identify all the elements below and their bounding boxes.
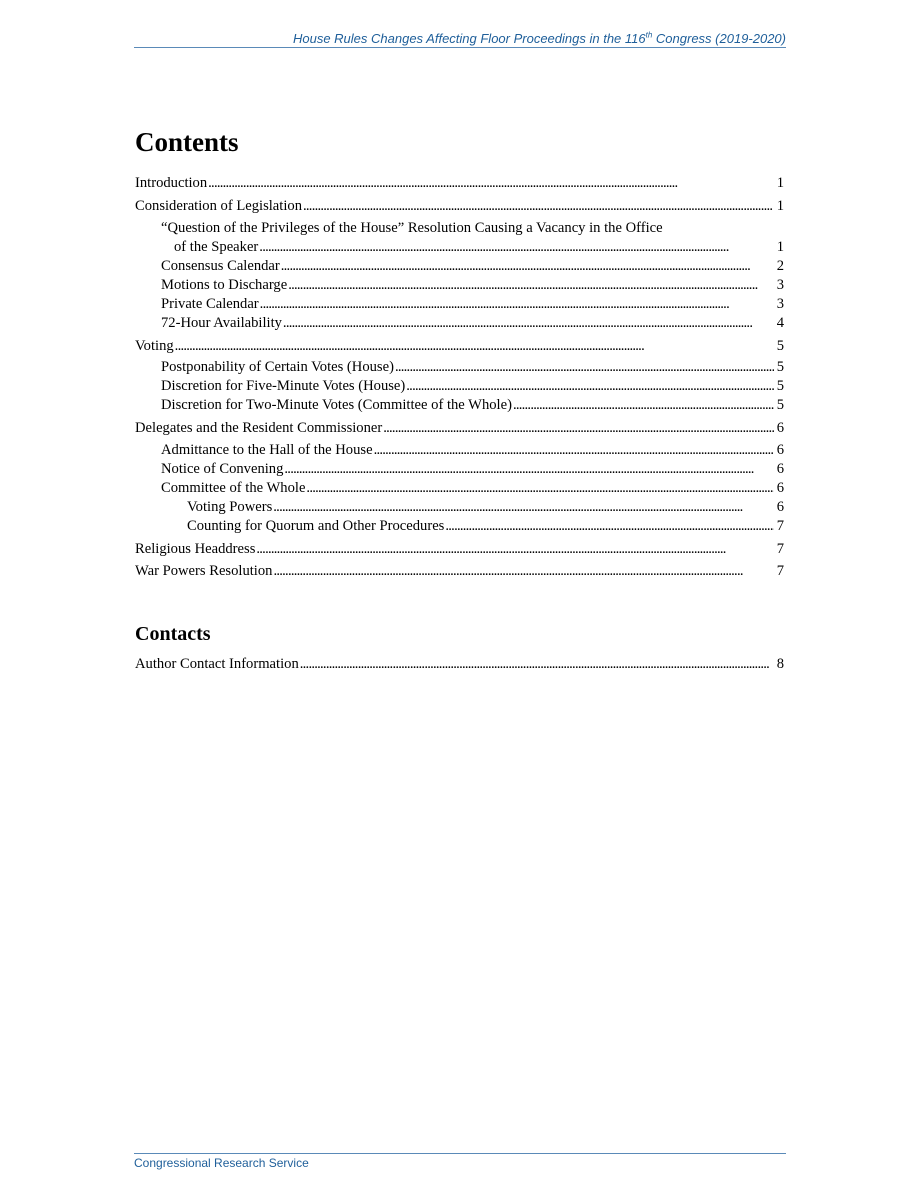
- toc-page-number: 2: [776, 258, 784, 274]
- toc-leader-dots: [175, 337, 774, 356]
- toc-leader-dots: [260, 295, 774, 314]
- toc-leader-dots: [284, 460, 773, 479]
- toc-entry-label: Motions to Discharge: [161, 277, 288, 293]
- toc-entry-label: Consideration of Legislation: [135, 198, 302, 214]
- running-header-title-end: Congress (2019-2020): [652, 31, 786, 46]
- toc-entry-label: Admittance to the Hall of the House: [161, 442, 373, 458]
- toc-leader-dots: [283, 314, 774, 333]
- toc-entry-voting-powers[interactable]: [135, 498, 784, 517]
- running-header-superscript: th: [645, 30, 653, 40]
- contacts-heading: Contacts: [135, 623, 211, 645]
- toc-leader-dots: [208, 174, 774, 193]
- toc-entry-label: 72-Hour Availability: [161, 315, 282, 331]
- toc-entry-two-minute-votes[interactable]: [135, 396, 784, 415]
- toc-entry-label: Discretion for Two-Minute Votes (Committee of the Whole): [161, 397, 512, 413]
- toc-entry-label: Voting Powers: [187, 499, 273, 515]
- toc-leader-dots: [395, 358, 774, 377]
- toc-page-number: 5: [776, 378, 784, 394]
- toc-leader-dots: [406, 377, 773, 396]
- toc-leader-dots: [513, 396, 774, 415]
- running-header-title: House Rules Changes Affecting Floor Proceedings in the 116: [292, 31, 646, 46]
- toc-entry-introduction[interactable]: [135, 174, 784, 193]
- toc-page-number: 6: [776, 480, 784, 496]
- toc-entry-notice-of-convening[interactable]: [135, 460, 784, 479]
- toc-page-number: 5: [776, 338, 784, 354]
- toc-leader-dots: [383, 419, 773, 438]
- toc-page-number: 3: [776, 277, 784, 293]
- toc-page-number: 1: [776, 175, 784, 191]
- toc-entry-war-powers-resolution[interactable]: [135, 562, 784, 581]
- toc-entry-consensus-calendar[interactable]: [135, 257, 784, 276]
- toc-entry-72-hour-availability[interactable]: [135, 314, 784, 333]
- toc-leader-dots: [288, 276, 774, 295]
- toc-page-number: 7: [776, 563, 784, 579]
- toc-entry-private-calendar[interactable]: [135, 295, 784, 314]
- toc-leader-dots: [300, 655, 774, 674]
- toc-entry-label: Introduction: [135, 175, 208, 191]
- toc-entry-committee-of-the-whole[interactable]: [135, 479, 784, 498]
- toc-page-number: 7: [776, 518, 784, 534]
- toc-leader-dots: [303, 197, 774, 216]
- toc-entry-counting-for-quorum[interactable]: [135, 517, 784, 536]
- toc-page-number: 8: [776, 656, 784, 672]
- toc-page-number: 6: [776, 499, 784, 515]
- toc-entry-label: Voting: [135, 338, 174, 354]
- toc-page-number: 1: [776, 239, 784, 255]
- toc-page-number: 5: [776, 359, 784, 375]
- toc-page-number: 7: [776, 541, 784, 557]
- toc-entry-author-contact-information[interactable]: [135, 655, 784, 674]
- toc-page-number: 4: [776, 315, 784, 331]
- toc-leader-dots: [273, 498, 773, 517]
- toc-entry-label: Private Calendar: [161, 296, 259, 312]
- running-header: [134, 31, 786, 48]
- toc-page-number: 1: [776, 198, 784, 214]
- toc-entry-postponability[interactable]: [135, 358, 784, 377]
- toc-leader-dots: [445, 517, 773, 536]
- toc-page-number: 6: [776, 420, 784, 436]
- toc-entry-label: Discretion for Five-Minute Votes (House): [161, 378, 406, 394]
- toc-entry-label: Postponability of Certain Votes (House): [161, 359, 394, 375]
- toc-entry-label: Notice of Convening: [161, 461, 284, 477]
- page-footer: Congressional Research Service: [134, 1153, 786, 1171]
- toc-entry-label: Counting for Quorum and Other Procedures: [187, 518, 445, 534]
- toc-page-number: 6: [776, 461, 784, 477]
- toc-entry-label: War Powers Resolution: [135, 563, 273, 579]
- toc-entry-motions-to-discharge[interactable]: [135, 276, 784, 295]
- toc-page-number: 5: [776, 397, 784, 413]
- toc-leader-dots: [306, 479, 773, 498]
- toc-entry-voting[interactable]: [135, 337, 784, 356]
- toc-entry-five-minute-votes[interactable]: [135, 377, 784, 396]
- toc-leader-dots: [259, 238, 773, 257]
- toc-entry-label: Committee of the Whole: [161, 480, 306, 496]
- toc-leader-dots: [273, 562, 773, 581]
- toc-entry-label-line2: of the Speaker: [174, 239, 259, 255]
- toc-entry-consideration-of-legislation[interactable]: [135, 197, 784, 216]
- toc-leader-dots: [374, 441, 774, 460]
- toc-entry-label: Consensus Calendar: [161, 258, 280, 274]
- toc-leader-dots: [281, 257, 774, 276]
- toc-entry-question-of-privileges[interactable]: [135, 219, 784, 257]
- toc-entry-admittance[interactable]: [135, 441, 784, 460]
- toc-entry-delegates[interactable]: [135, 419, 784, 438]
- toc-leader-dots: [256, 540, 773, 559]
- toc-entry-label: Author Contact Information: [135, 656, 299, 672]
- toc-entry-religious-headdress[interactable]: [135, 540, 784, 559]
- toc-entry-label: Religious Headdress: [135, 541, 256, 557]
- toc-entry-label: Delegates and the Resident Commissioner: [135, 420, 383, 436]
- contents-heading: Contents: [135, 127, 239, 157]
- toc-page-number: 6: [776, 442, 784, 458]
- toc-entry-label-line1: “Question of the Privileges of the House” Resolution Causing a Vacancy in the Office: [161, 220, 663, 236]
- toc-page-number: 3: [776, 296, 784, 312]
